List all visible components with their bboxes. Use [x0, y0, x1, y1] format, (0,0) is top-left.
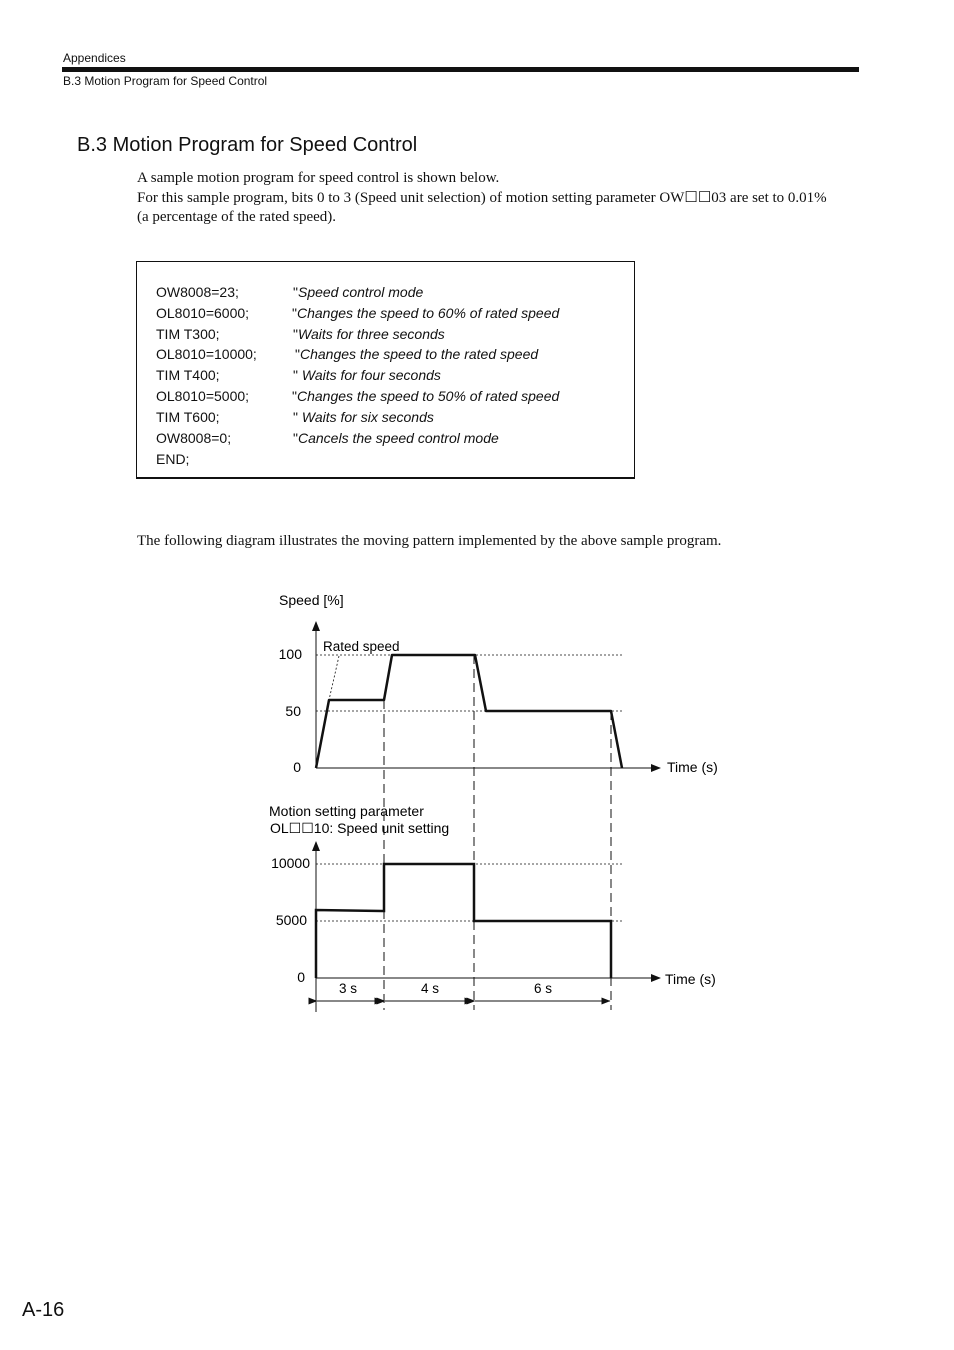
- top-axis-label: Speed [%]: [279, 592, 344, 608]
- interval-4s-label: 4 s: [420, 981, 440, 996]
- code-comment: " Waits for four seconds: [293, 367, 441, 383]
- code-comment: "Speed control mode: [293, 284, 424, 300]
- page-number: A-16: [22, 1299, 65, 1321]
- rated-speed-leader: [329, 656, 339, 700]
- code-line: TIM T600;: [156, 409, 220, 425]
- header-chapter: Appendices: [63, 51, 126, 65]
- interval-6s-label: 6 s: [533, 981, 553, 996]
- bottom-tick-5000: 5000: [275, 912, 307, 928]
- bottom-axis-label-line2: OL☐☐10: Speed unit setting: [270, 820, 450, 836]
- interval-3s-label: 3 s: [338, 981, 358, 996]
- code-line: TIM T400;: [156, 367, 220, 383]
- code-comment: "Changes the speed to 50% of rated speed: [292, 388, 560, 404]
- code-line: OW8008=0;: [156, 430, 232, 446]
- bottom-time-label: Time (s): [665, 971, 716, 987]
- code-comment: "Changes the speed to 60% of rated speed: [292, 305, 560, 321]
- rated-speed-label: Rated speed: [323, 639, 400, 654]
- section-title: B.3 Motion Program for Speed Control: [77, 134, 418, 156]
- top-tick-0: 0: [293, 759, 301, 775]
- code-line: TIM T300;: [156, 326, 220, 342]
- code-comment: " Waits for six seconds: [293, 409, 434, 425]
- top-tick-100: 100: [278, 646, 302, 662]
- diagram-caption: The following diagram illustrates the moving pattern implemented by the above sample program.: [137, 533, 722, 549]
- top-tick-50: 50: [285, 703, 301, 719]
- code-line: OL8010=10000;: [156, 346, 257, 362]
- bottom-tick-0: 0: [297, 969, 305, 985]
- header-section: B.3 Motion Program for Speed Control: [63, 74, 268, 88]
- intro-line-1: A sample motion program for speed control is shown below.: [137, 170, 500, 186]
- code-comment: "Changes the speed to the rated speed: [295, 346, 539, 362]
- top-time-label: Time (s): [667, 759, 718, 775]
- code-comment: "Cancels the speed control mode: [293, 430, 499, 446]
- code-comment: "Waits for three seconds: [293, 326, 445, 342]
- code-line: OW8008=23;: [156, 284, 239, 300]
- code-line: END;: [156, 451, 190, 467]
- code-line: OL8010=5000;: [156, 388, 250, 404]
- bottom-tick-10000: 10000: [271, 855, 310, 871]
- code-line: OL8010=6000;: [156, 305, 250, 321]
- bottom-axis-label-line1: Motion setting parameter: [269, 803, 424, 819]
- speed-profile-line: [316, 655, 622, 768]
- intro-line-2: For this sample program, bits 0 to 3 (Speed unit selection) of motion setting parameter OW☐☐03 are set to 0.01% (a percentage of the rated speed).: [137, 189, 827, 225]
